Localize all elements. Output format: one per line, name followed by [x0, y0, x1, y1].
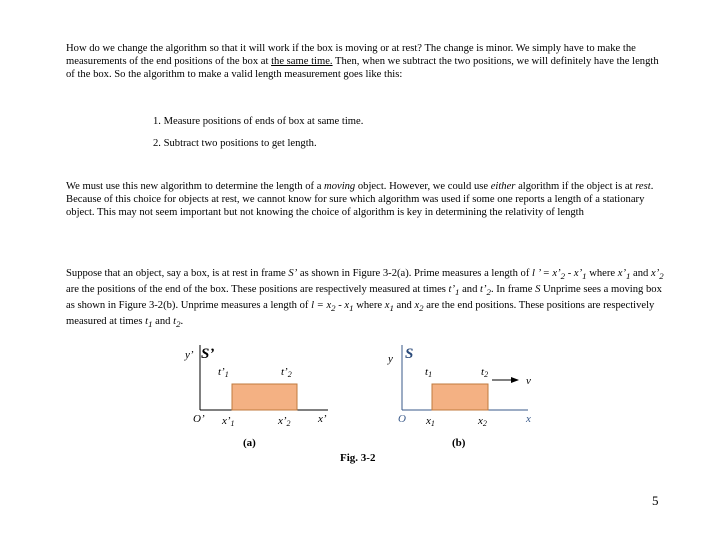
- moving-box: [432, 384, 488, 410]
- paragraph-algorithm: We must use this new algorithm to determine the length of a moving object. However, we could use either algorithm if the object is at rest. Because of this choice for objects at rest, we cannot know for sure which algorithm was used if some one reports a length of a stationary object. This may not seem important but not knowing the choice of algorithm is key in determining the relativity of length: [66, 181, 654, 218]
- frame-s-prime-label: S’: [201, 346, 215, 362]
- frame-s-label: S: [405, 346, 414, 362]
- velocity-label: v: [526, 375, 531, 387]
- emphasis-same-time: the same time.: [271, 56, 333, 67]
- paragraph-intro: How do we change the algorithm so that it will work if the box is moving or at rest? The change is minor. We simply have to make the measurements of the end positions of the box at the same time. Then, when we subtract the two positions, we will definitely have the length of the box. So the algorithm to make a valid length measurement goes like this:: [66, 43, 659, 80]
- page-number: 5: [652, 493, 659, 508]
- x-axis-label: x: [526, 413, 531, 425]
- y-prime-label: y’: [185, 349, 194, 361]
- step-2: 2. Subtract two positions to get length.: [153, 138, 317, 149]
- frame-a: [184, 345, 328, 449]
- box-at-rest: [232, 384, 297, 410]
- step-1: 1. Measure positions of ends of box at same time.: [153, 116, 364, 127]
- x1-prime-label: x’1: [222, 415, 235, 428]
- y-label: y: [388, 353, 393, 365]
- origin-prime-label: O’: [193, 413, 205, 425]
- paragraph-suppose: Suppose that an object, say a box, is at rest in frame S’ as shown in Figure 3-2(a). Prime measures a length of l ’ = $x’_2$ - $x’_1$ where $x’_1$ and $x’_2$ are the positions of the end of the box. These positions are respectively measured at times $t’_1$ and $t’_2$. In frame S Unprime sees a moving box as shown in Figure 3-2(b). Unprime measures a length of $l = x_2 - x_1$ where $x_1$ and $x_2$ are the end positions. These positions are respectively measured at times $t_1$ and $t_2$.: [66, 268, 664, 330]
- x-prime-axis-label: x’: [318, 413, 327, 425]
- caption-b: (b): [452, 437, 466, 449]
- x2-prime-label: x’2: [278, 415, 291, 428]
- t1-label: t1: [425, 366, 433, 379]
- t2-label: t2: [481, 366, 489, 379]
- frame-b: [387, 345, 531, 449]
- x1-label: x1: [426, 415, 435, 428]
- caption-a: (a): [243, 437, 256, 449]
- origin-label: O: [398, 413, 406, 425]
- t2-prime-label: t’2: [281, 366, 292, 379]
- x2-label: x2: [478, 415, 487, 428]
- t1-prime-label: t’1: [218, 366, 229, 379]
- figure-title: Fig. 3-2: [340, 452, 376, 464]
